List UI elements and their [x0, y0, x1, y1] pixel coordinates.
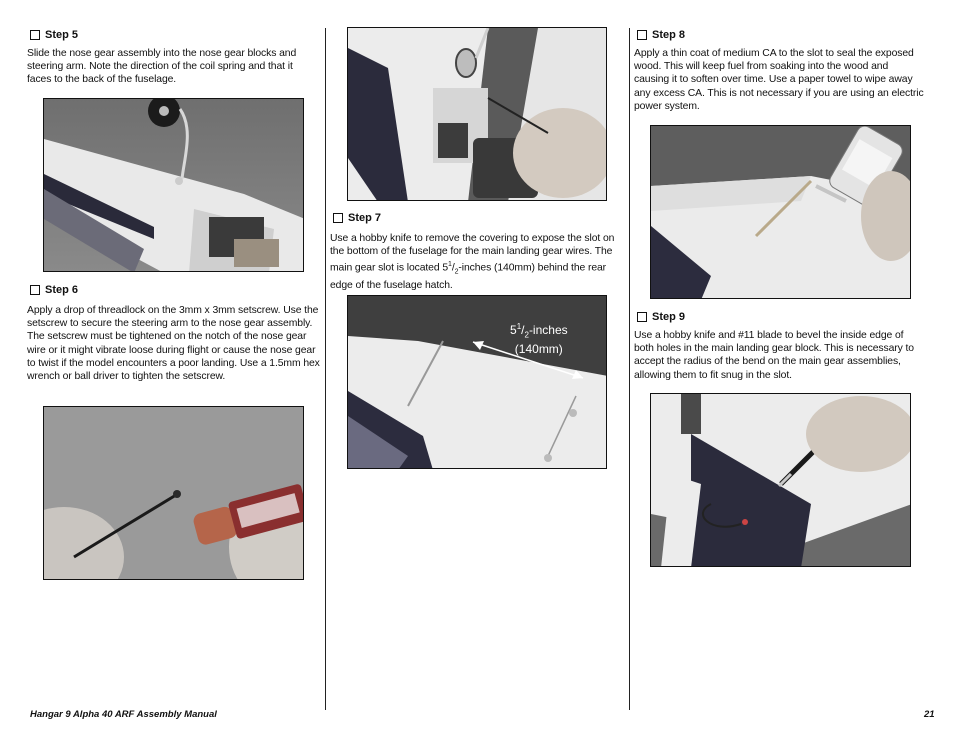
- step8-title: Step 8: [652, 29, 686, 41]
- step7-top-photo: [347, 27, 607, 201]
- column-divider-right: [629, 28, 630, 710]
- step9-photo: [650, 393, 911, 567]
- step7-frac-den: 2: [454, 268, 459, 276]
- step8-checkbox[interactable]: [637, 30, 647, 40]
- step7-heading: [333, 212, 381, 224]
- step9-checkbox[interactable]: [637, 312, 647, 322]
- step7-frac-num: 1: [448, 261, 452, 269]
- step9-title: Step 9: [652, 311, 686, 323]
- measure-frac-num: 1: [516, 322, 522, 331]
- step8-text: Apply a thin coat of medium CA to the slot to seal the exposed wood. This will keep fuel from soaking into the wood and causing it to soften over time. Use a paper towel to wipe away any excess CA. This is not necessary if you are using an electric power system.: [634, 48, 924, 112]
- step7-text: Use a hobby knife to remove the covering to expose the slot on the bottom of the fuselage for the main landing gear wires. The main gear slot is located $5^1/_2$-inches (140mm) behind the rear edge of the fuselage hatch.: [330, 233, 615, 292]
- step8-photo: [650, 125, 911, 299]
- measure-metric: (140mm): [514, 342, 563, 357]
- step6-checkbox[interactable]: [30, 285, 40, 295]
- step7-measure-label: $5^1/_2$-inches (140mm): [510, 322, 568, 357]
- step6-heading: [30, 284, 78, 296]
- step5-text: Slide the nose gear assembly into the nose gear blocks and steering arm. Note the direction of the coil spring and that it faces to the back of the fuselage.: [27, 48, 297, 86]
- step5-heading: [30, 29, 78, 41]
- footer-manual-title: Hangar 9 Alpha 40 ARF Assembly Manual: [30, 709, 217, 720]
- step9-heading: [637, 311, 685, 323]
- step7-text-before: Use a hobby knife to remove the covering to expose the slot on the bottom of the fuselage for the main landing gear wires. The main gear slot is located 5: [330, 233, 615, 274]
- step5-photo: [43, 98, 304, 272]
- step9-text: Use a hobby knife and #11 blade to bevel the inside edge of both holes in the main landing gear block. This is necessary to accept the radius of the bend on the main gear assemblies, allowing them to fit snug in the slot.: [634, 330, 914, 381]
- step7-checkbox[interactable]: [333, 213, 343, 223]
- measure-whole: 5: [510, 323, 517, 337]
- measure-unit: -inches: [528, 323, 568, 337]
- step5-title: Step 5: [45, 29, 79, 41]
- step5-checkbox[interactable]: [30, 30, 40, 40]
- step7-measure-photo: [347, 295, 607, 469]
- step8-heading: [637, 29, 685, 41]
- step6-text: Apply a drop of threadlock on the 3mm x 3mm setscrew. Use the setscrew to secure the steering arm to the nose gear assembly. The setscrew must be tightened on the notch of the nose gear wire or it might vibrate loose during flight or cause the nose gear to twist if the model encounters a poor landing. Use a 1.5mm hex wrench or ball driver to tighten the setscrew.: [27, 305, 320, 383]
- footer-page-number: 21: [924, 709, 935, 720]
- measure-frac-den: 2: [524, 330, 529, 340]
- column-divider-left: [325, 28, 326, 710]
- step7-text-after: -inches (140mm) behind the rear edge of the fuselage hatch.: [330, 262, 607, 292]
- step7-title: Step 7: [348, 212, 382, 224]
- step6-title: Step 6: [45, 284, 79, 296]
- step6-photo: [43, 406, 304, 580]
